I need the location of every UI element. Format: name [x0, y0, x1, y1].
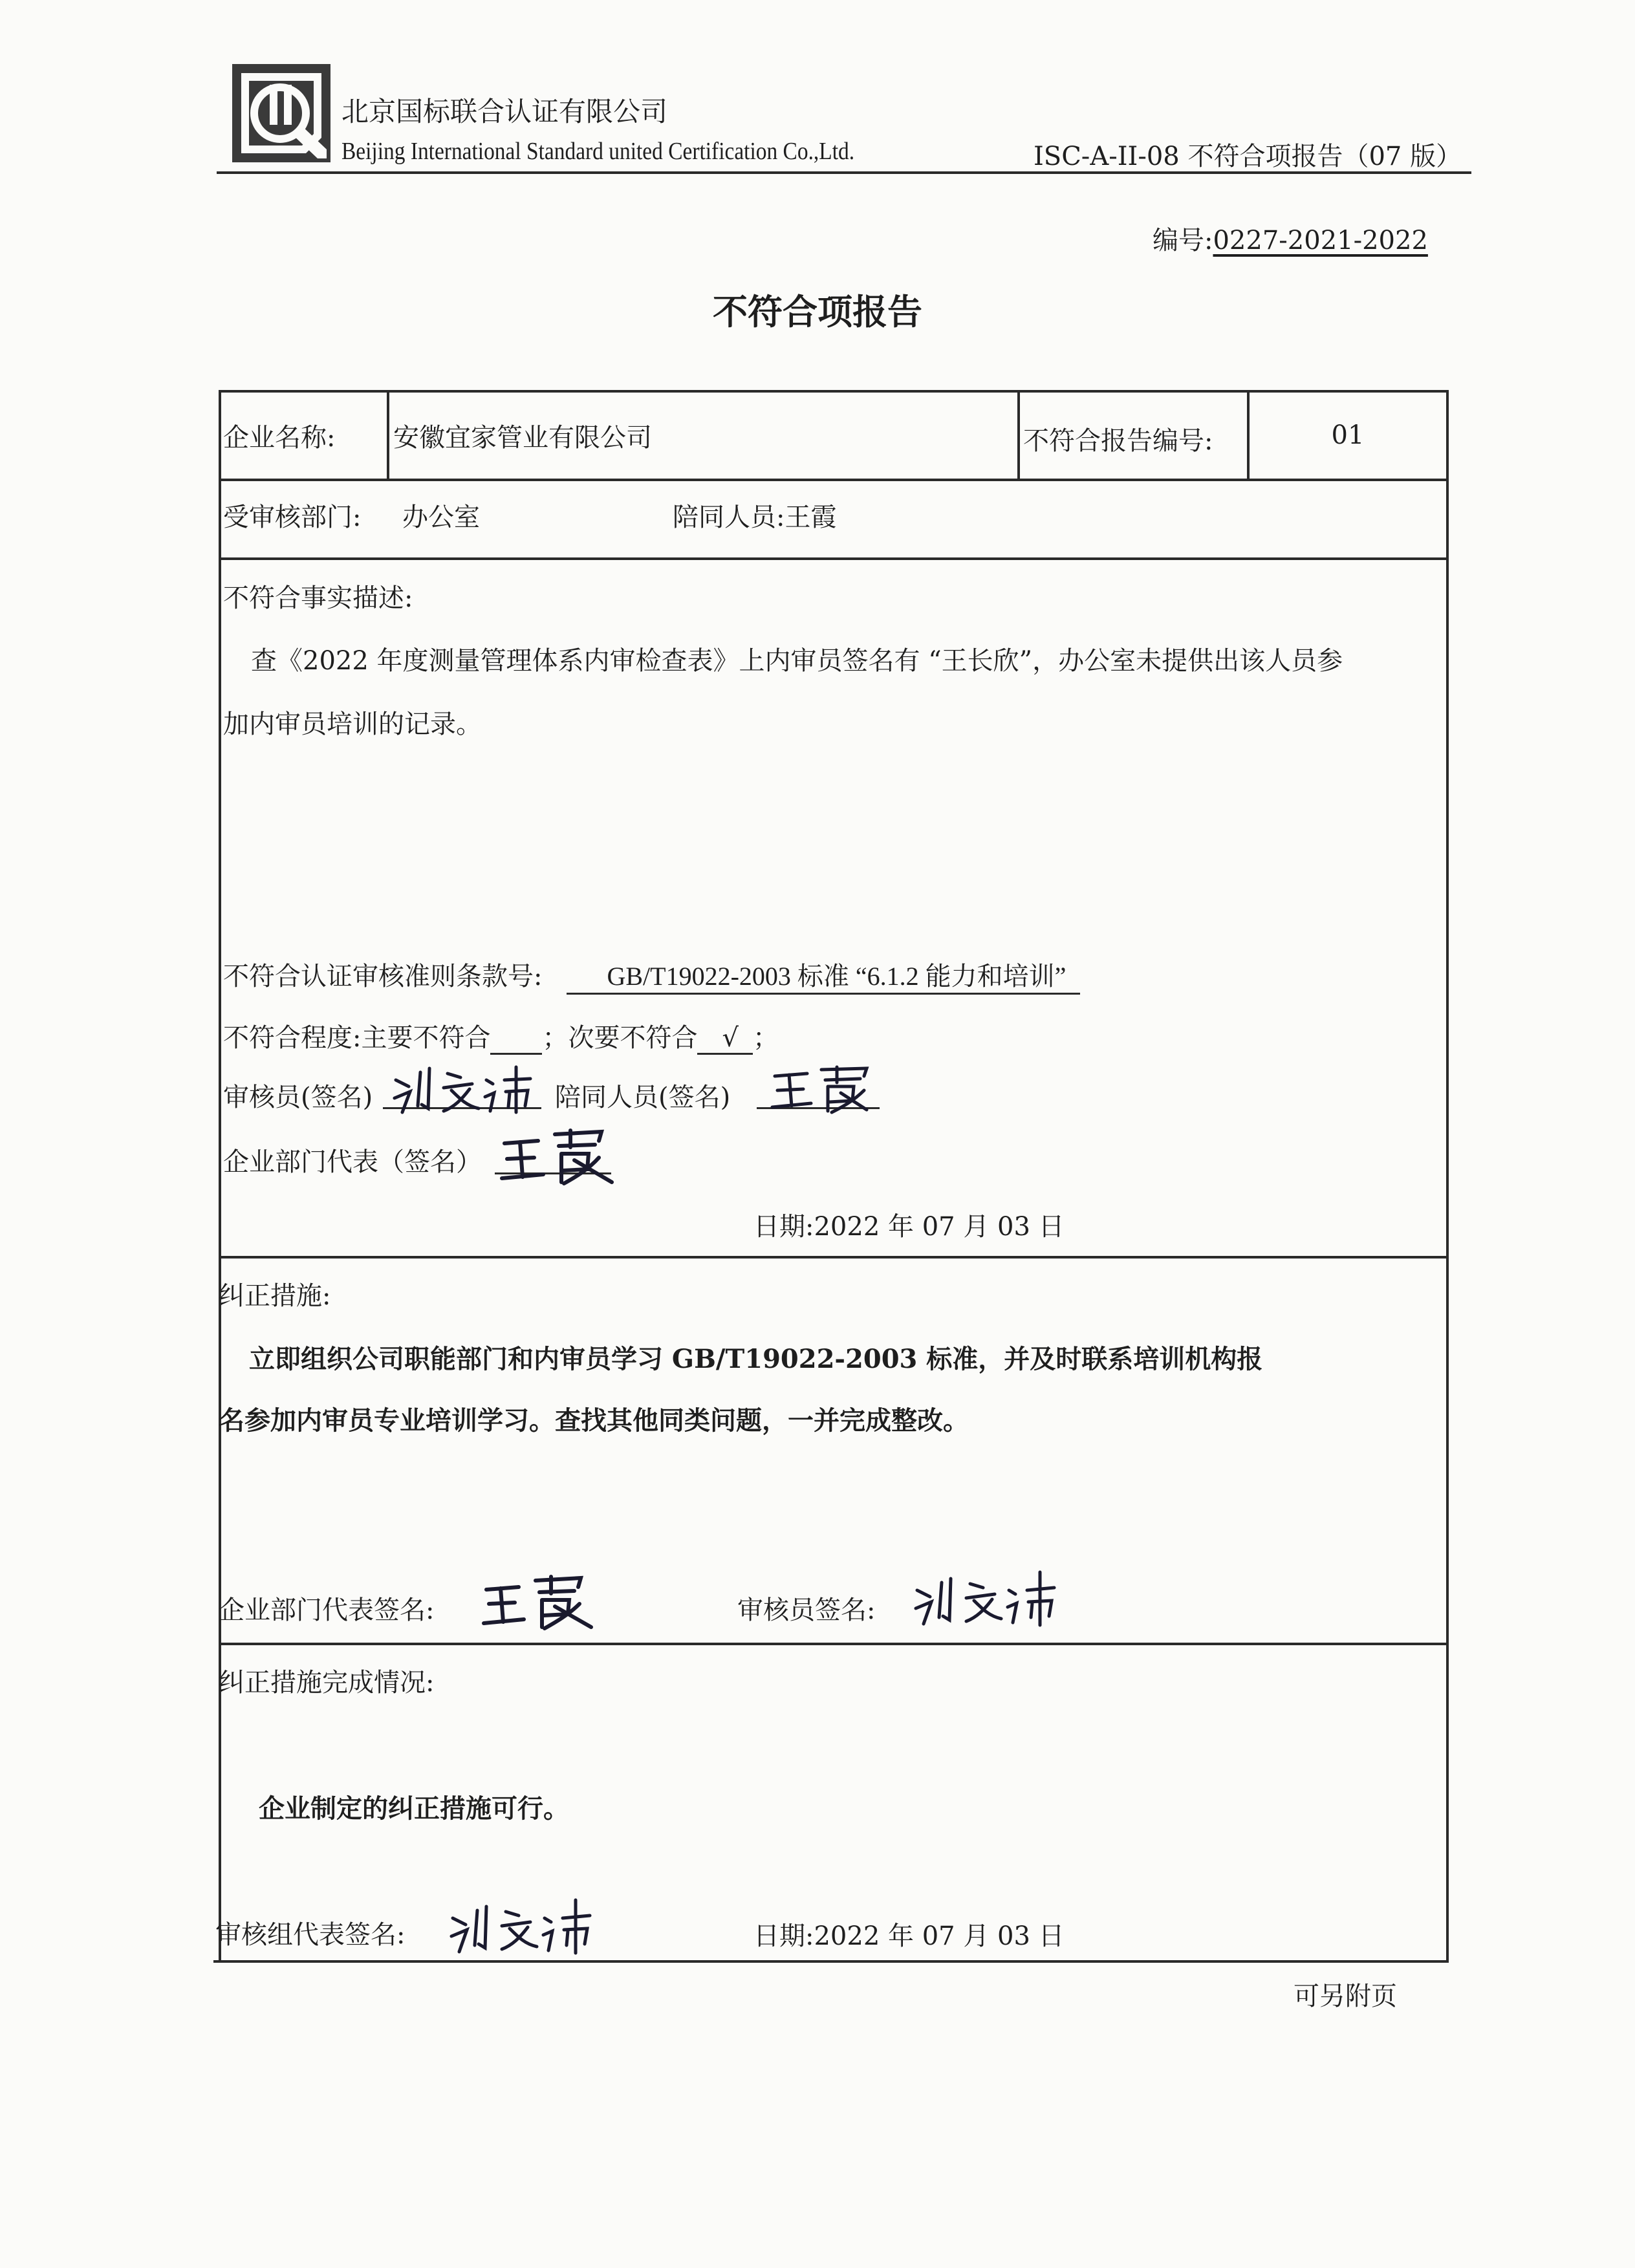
- audited-dept-value: 办公室: [402, 502, 480, 532]
- rep-sign-label: 企业部门代表（签名）: [223, 1147, 482, 1177]
- page-title: 不符合项报告: [713, 291, 922, 332]
- completion-date: 日期:2022 年 07 月 03 日: [753, 1921, 1065, 1951]
- nc-clause-label: 不符合认证审核准则条款号:: [223, 962, 543, 991]
- corrective-auditor-sign-label: 审核员签名:: [737, 1595, 876, 1625]
- nc-degree-label: 不符合程度:: [223, 1023, 362, 1053]
- form-code: ISC-A-II-08 不符合项报告（07 版）: [1034, 142, 1462, 171]
- report-number: [1153, 220, 1428, 257]
- escort-sign-label: 陪同人员(签名): [555, 1083, 731, 1112]
- escort-label: 陪同人员:王霞: [673, 502, 837, 532]
- nc-clause-value: GB/T19022-2003 标准 “6.1.2 能力和培训”: [567, 956, 1080, 995]
- minor-nc-mark: √: [697, 1023, 753, 1055]
- major-nc-blank: [490, 1023, 542, 1055]
- major-nc-label: 主要不符合: [361, 1023, 491, 1053]
- company-name-en: Beijing International Standard united Certification Co.,Ltd.: [341, 138, 855, 165]
- corrective-auditor-signature: [911, 1568, 1072, 1630]
- footer-note: 可另附页: [1294, 1982, 1397, 2011]
- isc-logo-icon: [230, 61, 333, 165]
- degree-separator: ；: [542, 1023, 568, 1053]
- degree-end-mark: ；: [752, 1023, 779, 1053]
- corrective-rep-signature: [480, 1571, 603, 1633]
- completion-rep-signature: [446, 1895, 608, 1956]
- report-number-value: 0227-2021-2022: [1213, 226, 1428, 255]
- escort-signature: [770, 1061, 886, 1116]
- company-name-cn: 北京国标联合认证有限公司: [341, 96, 668, 127]
- corrective-rep-sign-label: 企业部门代表签名:: [219, 1595, 435, 1625]
- audited-dept-label: 受审核部门:: [223, 502, 362, 532]
- report-number-label: 编号:: [1153, 226, 1213, 255]
- nc-report-no-value: 01: [1331, 420, 1365, 450]
- corrective-line2: 名参加内审员专业培训学习。查找其他同类问题，一并完成整改。: [219, 1405, 969, 1436]
- minor-nc-label: 次要不符合: [568, 1023, 698, 1053]
- nc-description-line2: 加内审员培训的记录。: [223, 709, 482, 739]
- company-label: 企业名称:: [223, 423, 336, 453]
- header-rule: [217, 171, 1471, 174]
- corrective-line1: 立即组织公司职能部门和内审员学习 GB/T19022-2003 标准，并及时联系培训机构报: [249, 1344, 1263, 1374]
- completion-text: 企业制定的纠正措施可行。: [259, 1793, 569, 1824]
- auditor-signature: [389, 1061, 545, 1116]
- nc-report-no-label: 不符合报告编号:: [1023, 426, 1213, 456]
- nc-degree: [223, 1017, 779, 1055]
- nc-description-line1: 查《2022 年度测量管理体系内审检查表》上内审员签名有 “王长欣”，办公室未提供出该人员参: [251, 646, 1343, 676]
- completion-rep-sign-label: 审核组代表签名:: [215, 1920, 406, 1950]
- nc-date: 日期:2022 年 07 月 03 日: [753, 1212, 1065, 1242]
- auditor-sign-label: 审核员(签名): [223, 1083, 373, 1112]
- completion-label: 纠正措施完成情况:: [219, 1668, 435, 1698]
- rep-signature: [498, 1125, 627, 1187]
- nc-description-label: 不符合事实描述:: [223, 583, 413, 613]
- corrective-label: 纠正措施:: [219, 1281, 331, 1311]
- nc-clause: [223, 956, 1080, 995]
- company-value: 安徽宜家管业有限公司: [393, 423, 652, 453]
